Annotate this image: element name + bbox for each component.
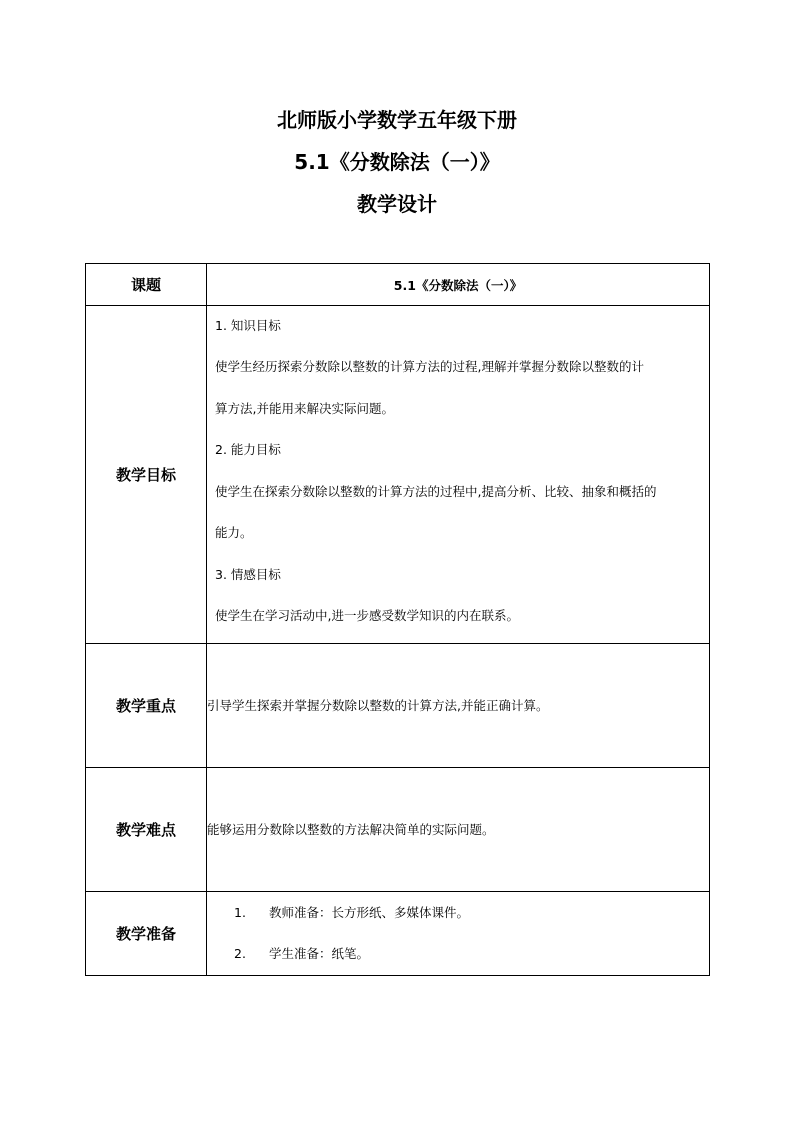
subject-label: 课题 [86,264,207,306]
goal-text-line: 使学生在学习活动中,进一步感受数学知识的内在联系。 [215,608,519,623]
goal-text-line: 算方法,并能用来解决实际问题。 [215,400,394,416]
key-points-value: 引导学生探索并掌握分数除以整数的计算方法,并能正确计算。 [207,643,710,767]
document-title-type: 教学设计 [357,192,437,216]
preparation-list [207,892,709,974]
goal-heading-knowledge: 1. 知识目标 [215,318,281,333]
preparation-cell [207,891,710,975]
difficulties-value: 能够运用分数除以整数的方法解决简单的实际问题。 [207,767,710,891]
key-points-label: 教学重点 [86,643,207,767]
goal-text-line: 使学生在探索分数除以整数的计算方法的过程中,提高分析、比较、抽象和概括的 [215,483,657,499]
lesson-plan-table [85,263,710,976]
goal-text-line: 能力。 [215,525,253,540]
list-item-text: 教师准备：长方形纸、多媒体课件。 [269,905,470,920]
goal-heading-emotion: 3. 情感目标 [215,566,281,582]
goals-cell [207,306,710,644]
list-item-number: 1. [234,905,246,920]
goal-text-line: 使学生经历探索分数除以整数的计算方法的过程,理解并掌握分数除以整数的计 [215,359,644,374]
list-item-number: 2. [234,946,246,961]
document-title-series: 北师版小学数学五年级下册 [277,108,517,132]
table-row-goals [86,306,710,644]
list-item-text: 学生准备：纸笔。 [269,946,370,961]
goal-heading-ability: 2. 能力目标 [215,442,281,457]
list-item [234,892,709,933]
table-row-difficulties [86,767,710,891]
list-item [234,933,709,974]
table-row-key-points [86,643,710,767]
goals-list [207,306,709,643]
table-row-subject [86,264,710,306]
document-title-lesson: 5.1《分数除法（一）》 [294,150,500,174]
goals-label: 教学目标 [86,306,207,644]
preparation-label: 教学准备 [86,891,207,975]
table-row-preparation [86,891,710,975]
subject-value: 5.1《分数除法（一）》 [207,264,710,306]
difficulties-label: 教学难点 [86,767,207,891]
